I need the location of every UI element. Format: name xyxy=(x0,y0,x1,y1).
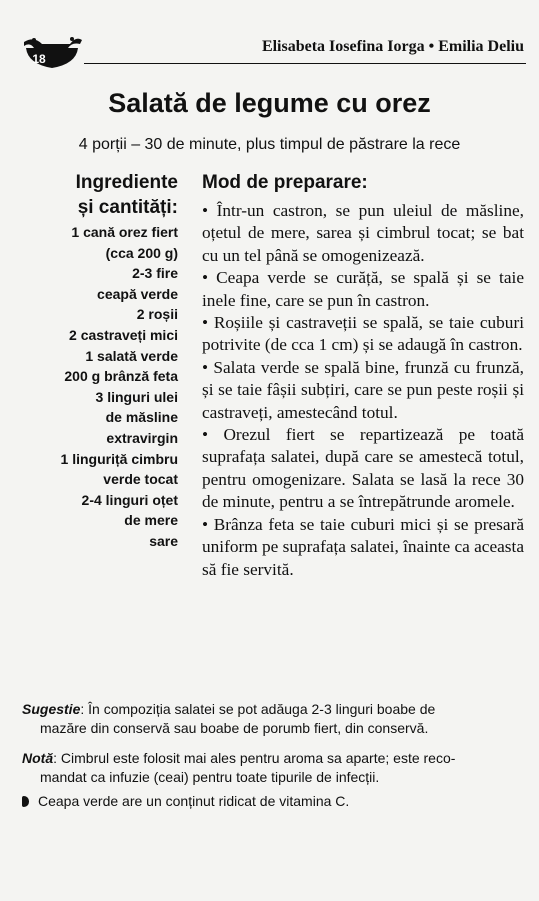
page-number: 18 xyxy=(32,52,46,66)
vitamin-fact xyxy=(22,792,522,811)
method-step: • Ceapa verde se curăță, se spală și se taie inele fine, care se pun în castron. xyxy=(202,268,524,310)
ingredient-line: extravirgin xyxy=(106,429,178,446)
ingredient-line: de mere xyxy=(124,512,178,529)
ingredients-heading xyxy=(40,170,178,220)
ingredients-heading-line: Ingrediente xyxy=(75,172,178,193)
ingredient-line: 3 linguri ulei xyxy=(95,388,178,405)
header-rule xyxy=(84,63,526,64)
suggestion-line xyxy=(22,700,522,719)
ingredient-line: (cca 200 g) xyxy=(105,244,178,261)
ingredient-line: 2-4 linguri oțet xyxy=(81,491,178,508)
ingredient-line: 1 salată verde xyxy=(85,347,178,364)
ingredient-line: de măsline xyxy=(105,409,178,426)
ingredient-line: sare xyxy=(149,532,178,549)
ingredients-list xyxy=(30,222,178,552)
running-header-authors: Elisabeta Iosefina Iorga • Emilia Deliu xyxy=(261,38,524,55)
method-step: • Într-un castron, se pun uleiul de măsline, oțetul de mere, sarea și cimbrul tocat; se bat cu un tel până se omogenizează. xyxy=(202,201,524,265)
ingredient-line: 2-3 fire xyxy=(132,265,178,282)
ingredient-line: ceapă verde xyxy=(97,285,178,302)
recipe-title: Salată de legume cu orez xyxy=(108,88,431,118)
ingredients-heading-line: și cantități: xyxy=(77,197,178,218)
method-step: • Orezul fiert se repartizează pe toată suprafața salatei, după care se amestecă totul, pentru omogenizare. Salata se lasă la rece 30 de minute, pentru a se întrepătrunde aromele. xyxy=(202,425,524,512)
suggestion-note xyxy=(22,700,522,738)
recipe-subtitle: 4 porții – 30 de minute, plus timpul de păstrare la rece xyxy=(78,136,461,153)
ingredient-line: 1 linguriță cimbru xyxy=(60,450,178,467)
ingredient-line: 2 castraveți mici xyxy=(69,326,178,343)
method-heading: Mod de preparare: xyxy=(202,172,368,193)
note-line xyxy=(22,749,522,768)
suggestion-label: Sugestie xyxy=(22,701,81,717)
ingredient-line: 1 cană orez fiert xyxy=(71,224,178,240)
method-steps xyxy=(202,200,524,581)
method-step: • Salata verde se spală bine, frunză cu frunză, și se taie fâșii subțiri, care se pun peste roșii și castraveți, amestecând totul. xyxy=(202,357,524,422)
suggestion-line: mazăre din conservă sau boabe de porumb fiert, din conservă. xyxy=(40,720,429,736)
ingredient-line: verde tocat xyxy=(103,471,178,488)
method-step: • Roșiile și castraveții se spală, se taie cuburi potrivite (de cca 1 cm) și se adaugă în castron. xyxy=(202,313,524,355)
note-line: mandat ca infuzie (ceai) pentru toate tipurile de infecții. xyxy=(40,769,380,785)
suggestion-text: : În compoziția salatei se pot adăuga 2-3 linguri boabe de xyxy=(80,701,436,717)
page-header xyxy=(14,30,530,70)
ingredient-line: 2 roșii xyxy=(136,306,178,323)
note-block xyxy=(22,749,522,787)
vitamin-fact-text: Ceapa verde are un conținut ridicat de vitamina C. xyxy=(38,793,350,809)
note-label: Notă xyxy=(22,750,54,766)
method-step: • Brânza feta se taie cuburi mici și se presară uniform pe suprafața salatei, înainte ca aceasta să fie servită. xyxy=(202,514,524,579)
note-text: : Cimbrul este folosit mai ales pentru aroma sa aparte; este reco- xyxy=(53,750,456,766)
ingredient-line: 200 g brânză feta xyxy=(64,368,178,385)
bullet-icon xyxy=(22,796,29,807)
